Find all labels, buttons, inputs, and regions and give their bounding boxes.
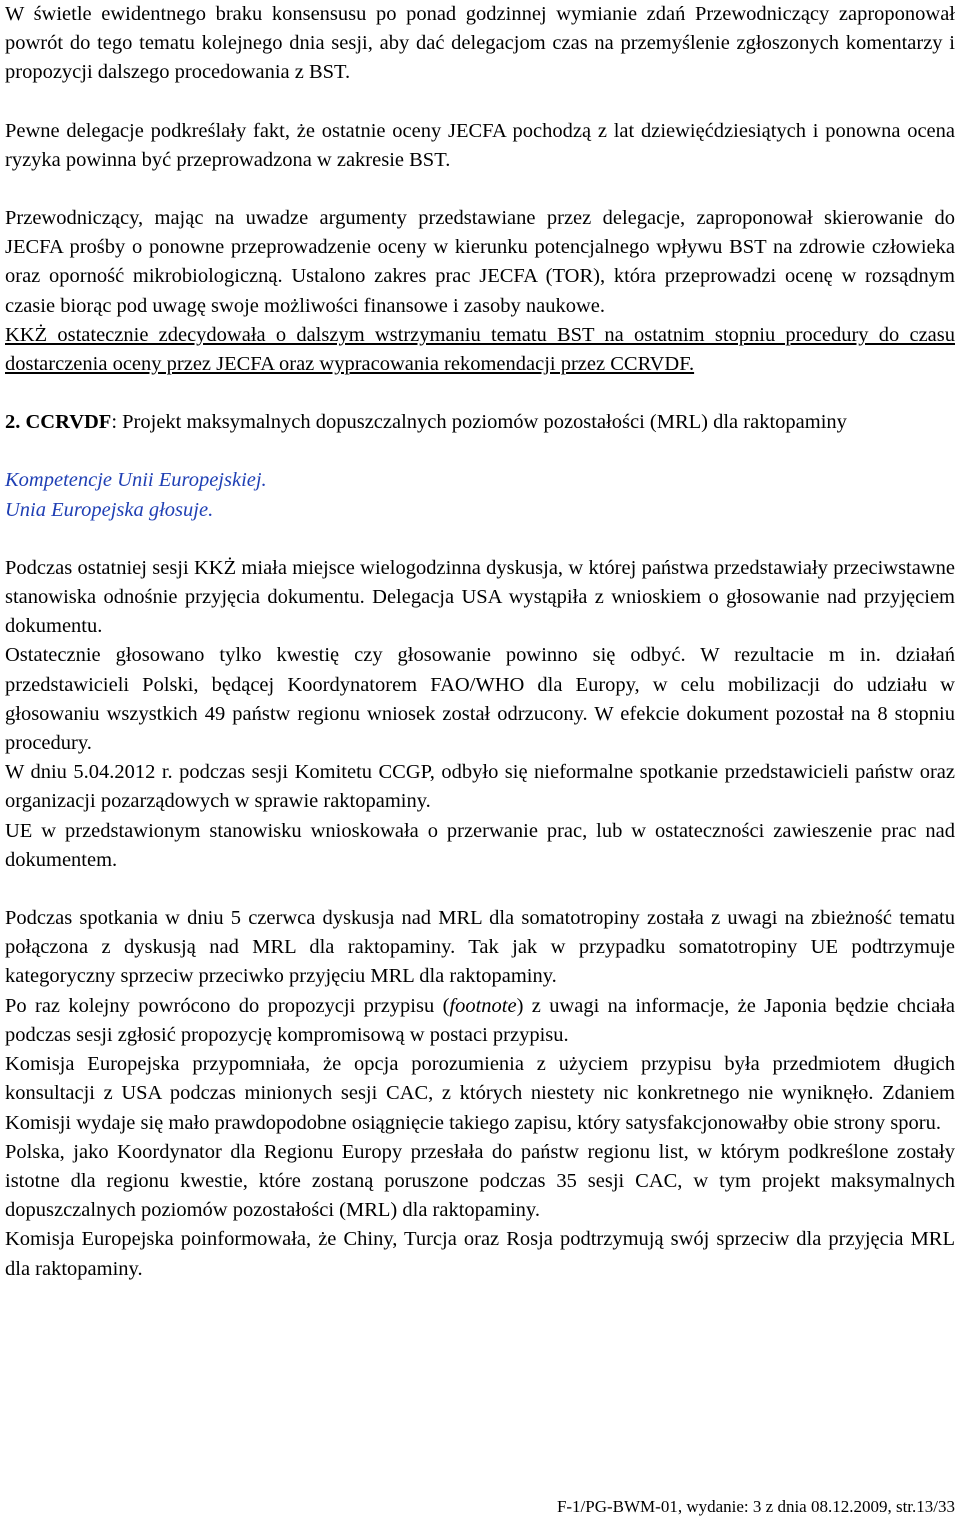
page-footer: F-1/PG-BWM-01, wydanie: 3 z dnia 08.12.2009, str.13/33 bbox=[556, 1497, 955, 1516]
section-heading-title: : Projekt maksymalnych dopuszczalnych poziomów pozostałości (MRL) dla raktopaminy bbox=[111, 411, 847, 434]
paragraph-commission-reminder: Komisja Europejska przypomniała, że opcja porozumienia z użyciem przypisu była przedmiotem długich konsultacji z USA podczas minionych sesji CAC, z których niestety nic konkretnego nie wyniknęło. Zdaniem Komisji wydaje się mało prawdopodobne osiągnięcie takiego zapisu, który satysfakcjonowałby obie strony sporu. bbox=[5, 1053, 955, 1134]
paragraph-chair-proposal: Przewodniczący, mając na uwadze argumenty przedstawiane przez delegacje, zaproponował skierowanie do JECFA prośby o ponowne przeprowadzenie oceny w kierunku potencjalnego wpływu BST na zdrowie człowieka oraz oporność mikrobiologiczną. Ustalono zakres prac JECFA (TOR), która przeprowadzi ocenę w rozsądnym czasie biorąc pod uwagę swoje możliwości finansowe i zasoby naukowe. bbox=[5, 207, 955, 317]
competence-line: Kompetencje Unii Europejskiej. bbox=[5, 469, 267, 492]
paragraph-last-session: Podczas ostatniej sesji KKŻ miała miejsce wielogodzinna dyskusja, w której państwa przedstawiały przeciwstawne stanowiska odnośnie przyjęcia dokumentu. Delegacja USA wystąpiła z wnioskiem o głosowanie nad przyjęciem dokumentu. bbox=[5, 556, 955, 638]
paragraph-jecfa-assessments: Pewne delegacje podkreślały fakt, że ostatnie oceny JECFA pochodzą z lat dziewięćdziesiątych i ponowna ocena ryzyka powinna być przeprowadzona w zakresie BST. bbox=[5, 119, 955, 171]
paragraph-june-meeting: Podczas spotkania w dniu 5 czerwca dyskusja nad MRL dla somatotropiny została z uwagi na zbieżność tematu połączona z dyskusją nad MRL dla raktopaminy. Tak jak w przypadku somatotropiny UE podtrzymuje kategoryczny sprzeciw przeciwko przyjęciu MRL dla raktopaminy. bbox=[5, 907, 955, 988]
section-heading-number: 2. CCRVDF bbox=[5, 411, 112, 434]
footnote-term: footnote bbox=[449, 994, 517, 1017]
paragraph-eu-position: UE w przedstawionym stanowisku wnioskowała o przerwanie prac, lub w ostateczności zawieszenie prac nad dokumentem. bbox=[5, 819, 955, 871]
paragraph-kkz-decision: KKŻ ostatecznie zdecydowała o dalszym wstrzymaniu tematu BST na ostatnim stopniu procedury do czasu dostarczenia oceny przez JECFA oraz wypracowania rekomendacji przez CCRVDF. bbox=[5, 323, 955, 376]
paragraph-group-june-meeting bbox=[5, 904, 955, 1284]
section-heading bbox=[5, 408, 955, 437]
paragraph-poland-letter: Polska, jako Koordynator dla Regionu Europy przesłała do państw regionu list, w którym podkreślone zostały istotne dla regionu kwestie, które zostaną poruszone podczas 35 sesji CAC, w tym projekt maksymalnych dopuszczalnych poziomów pozostałości (MRL) dla raktopaminy. bbox=[5, 1140, 955, 1222]
paragraph-commission-information: Komisja Europejska poinformowała, że Chiny, Turcja oraz Rosja podtrzymują swój sprzeciw dla przyjęcia MRL dla raktopaminy. bbox=[5, 1228, 955, 1280]
footnote-text-start: Po raz kolejny powrócono do propozycji przypisu ( bbox=[5, 994, 450, 1017]
competence-block bbox=[5, 466, 955, 524]
paragraph-group-chair-proposal bbox=[5, 204, 955, 379]
voting-line: Unia Europejska głosuje. bbox=[5, 498, 214, 521]
footnote-text-end: ) z uwagi na informacje, że Japonia będzie chciała podczas sesji zgłosić propozycję kompromisową w postaci przypisu. bbox=[5, 994, 955, 1046]
paragraph-group-last-session bbox=[5, 554, 955, 875]
paragraph-discussion-postponed: W świetle ewidentnego braku konsensusu po ponad godzinnej wymianie zdań Przewodniczący zaproponował powrót do tego tematu kolejnego dnia sesji, aby dać delegacjom czas na przemyślenie zgłoszonych komentarzy i propozycji dalszego procedowania z BST. bbox=[5, 3, 955, 84]
paragraph-footnote-proposal bbox=[5, 992, 955, 1050]
paragraph-vote-result: Ostatecznie głosowano tylko kwestię czy głosowanie powinno się odbyć. W rezultacie m in. działań przedstawicieli Polski, będącej Koordynatorem FAO/WHO dla Europy, w celu mobilizacji do udziału w głosowaniu wszystkich 49 państw regionu wniosek został odrzucony. W efekcie dokument pozostał na 8 stopniu procedury. bbox=[5, 644, 955, 755]
document-body bbox=[5, 0, 955, 1284]
paragraph-ccgp-meeting: W dniu 5.04.2012 r. podczas sesji Komitetu CCGP, odbyło się nieformalne spotkanie przedstawicieli państw oraz organizacji pozarządowych w sprawie raktopaminy. bbox=[5, 761, 955, 813]
